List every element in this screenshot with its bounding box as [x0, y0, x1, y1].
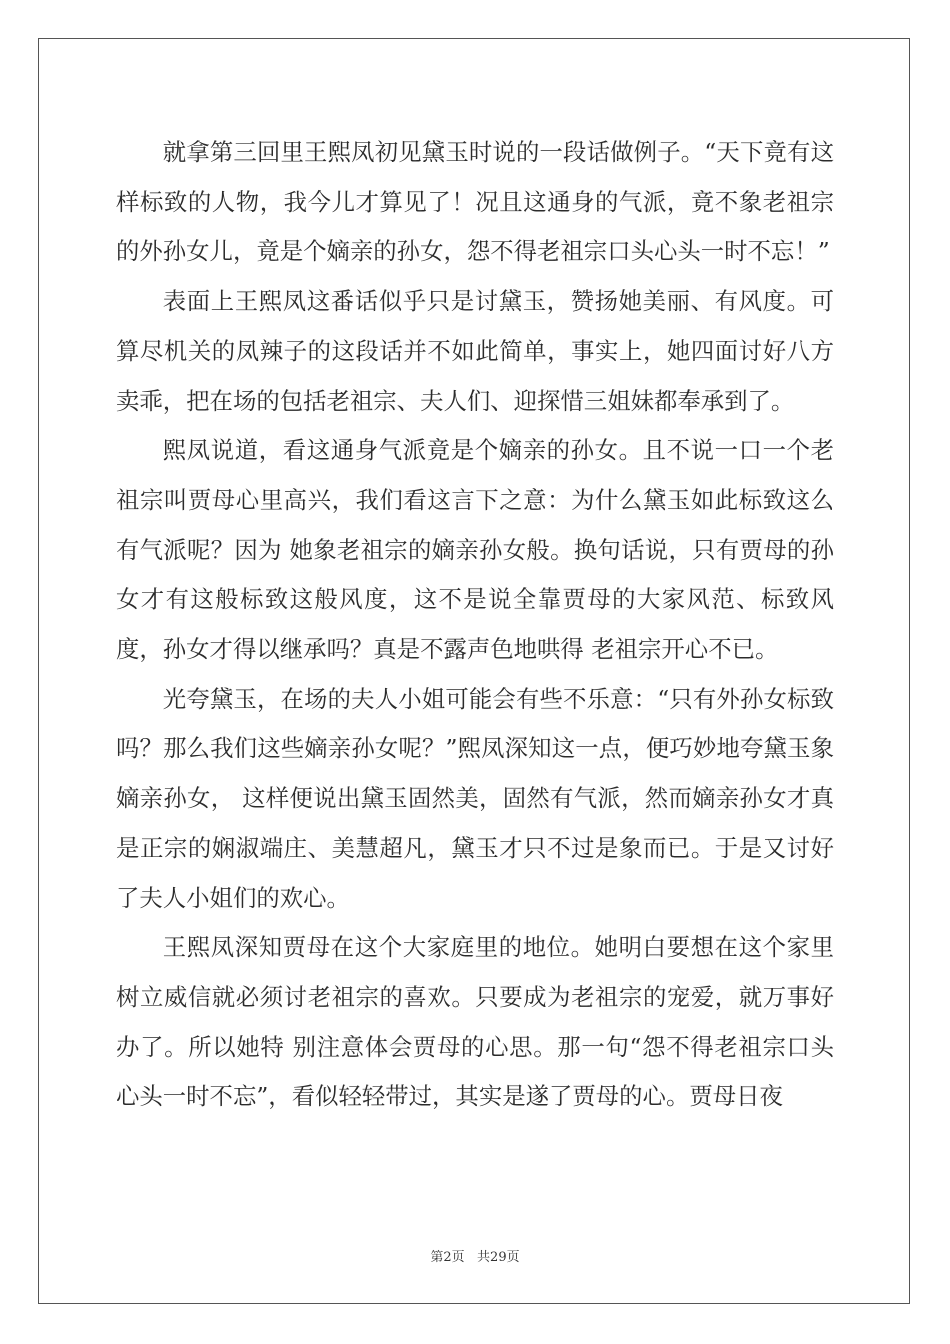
- paragraph-2: 表面上王熙凤这番话似乎只是讨黛玉，赞扬她美丽、有风度。可算尽机关的凤辣子的这段话并不如此简单，事实上，她四面讨好八方卖乖，把在场的包括老祖宗、夫人们、迎探惜三姐妹都奉承到了。: [116, 287, 834, 415]
- paragraph-1: 就拿第三回里王熙凤初见黛玉时说的一段话做例子。“天下竟有这样标致的人物，我今儿才算见了！况且这通身的气派，竟不象老祖宗的外孙女儿，竟是个嫡亲的孙女，怨不得老祖宗口头心头一时不忘！”: [116, 138, 834, 266]
- paragraph-4: 光夸黛玉，在场的夫人小姐可能会有些不乐意：“只有外孙女标致吗？那么我们这些嫡亲孙女呢？”熙凤深知这一点，便巧妙地夸黛玉象嫡亲孙女， 这样便说出黛玉固然美，固然有气派，然而嫡亲孙女才真是正宗的娴淑端庄、美慧超凡，黛玉才只不过是象而已。于是又讨好了夫人小姐们的欢心。: [116, 684, 834, 912]
- page-number-footer: 第2页 共29页: [430, 1250, 520, 1265]
- paragraph-3: 熙凤说道，看这通身气派竟是个嫡亲的孙女。且不说一口一个老祖宗叫贾母心里高兴，我们看这言下之意：为什么黛玉如此标致这么有气派呢？因为 她象老祖宗的嫡亲孙女般。换句话说，只有贾母的孙女才有这般标致这般风度，这不是说全靠贾母的大家风范、标致风度，孙女才得以继承吗？真是不露声色地哄得 老祖宗开心不已。: [116, 436, 834, 664]
- document-body: [116, 128, 834, 1122]
- paragraph-5: 王熙凤深知贾母在这个大家庭里的地位。她明白要想在这个家里树立威信就必须讨老祖宗的喜欢。只要成为老祖宗的宠爱，就万事好办了。所以她特 别注意体会贾母的心思。那一句“怨不得老祖宗口头心头一时不忘”，看似轻轻带过，其实是遂了贾母的心。贾母日夜: [116, 933, 834, 1111]
